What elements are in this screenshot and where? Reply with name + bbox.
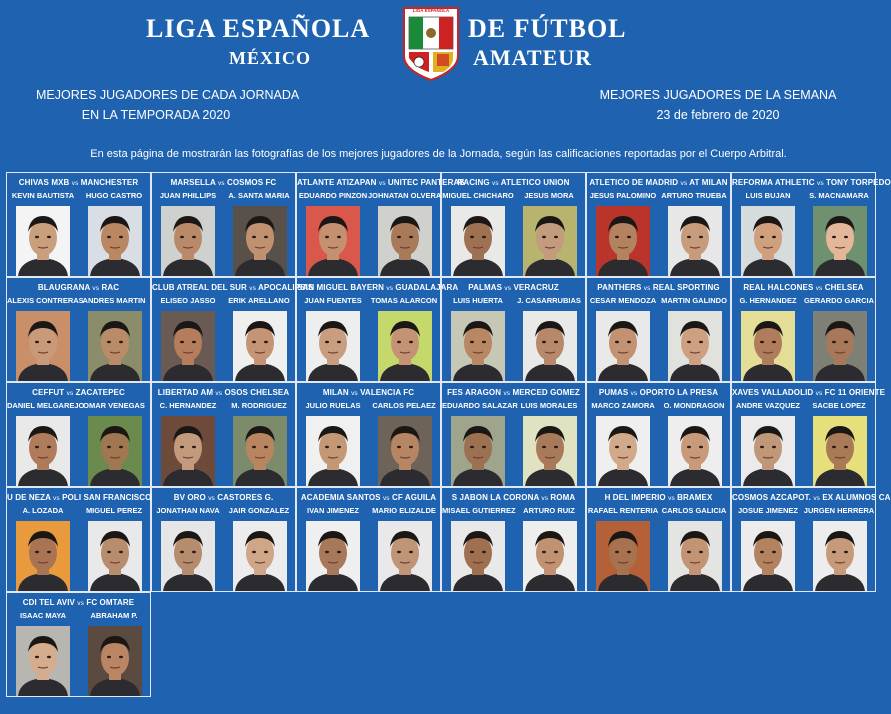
home-team: REFORMA ATHLETIC xyxy=(732,178,815,187)
player-photo xyxy=(88,311,142,381)
match-cell xyxy=(296,487,441,592)
away-team: MANCHESTER xyxy=(80,178,139,187)
vs-label: vs xyxy=(816,180,824,187)
away-team: VALENCIA FC xyxy=(360,388,415,397)
player-photo xyxy=(741,311,795,381)
match-title xyxy=(152,283,314,292)
away-team: AT MILAN xyxy=(689,178,728,187)
players-grid xyxy=(6,172,891,697)
player-name: LUIS HUERTA xyxy=(453,296,503,305)
player-photo xyxy=(161,521,215,591)
match-title xyxy=(442,388,585,397)
home-team: S JABON LA CORONA xyxy=(451,493,540,502)
match-title xyxy=(442,283,585,292)
match-title xyxy=(587,493,730,502)
player-photo xyxy=(16,206,70,276)
away-team: CASTORES G. xyxy=(217,493,274,502)
vs-label: vs xyxy=(92,285,100,292)
player-photo xyxy=(451,416,505,486)
match-title xyxy=(152,178,295,187)
player-photo xyxy=(88,626,142,696)
match-cell xyxy=(731,487,891,592)
match-cell xyxy=(731,382,886,487)
player-name: A. LOZADA xyxy=(22,506,64,515)
player-photo xyxy=(16,521,70,591)
player-photo xyxy=(596,206,650,276)
vs-label: vs xyxy=(215,390,223,397)
match-title xyxy=(297,283,459,292)
vs-label: vs xyxy=(351,390,358,397)
home-team: BV ORO xyxy=(173,493,206,502)
match-title xyxy=(152,388,295,397)
away-team: BRAMEX xyxy=(677,493,713,502)
player-name: JOSUE JIMENEZ xyxy=(737,506,798,515)
away-team: OPORTO LA PRESA xyxy=(639,388,719,397)
away-team: OSOS CHELSEA xyxy=(224,388,290,397)
player-photo xyxy=(596,521,650,591)
match-title xyxy=(297,388,440,397)
home-team: REAL HALCONES xyxy=(743,283,814,292)
league-crest-logo xyxy=(402,6,460,82)
match-cell xyxy=(586,382,731,487)
player-photo xyxy=(88,521,142,591)
player-photo xyxy=(451,311,505,381)
player-name: M. RODRIGUEZ xyxy=(231,401,287,410)
match-cell xyxy=(6,592,151,697)
home-team: H DEL IMPERIO xyxy=(604,493,666,502)
match-cell xyxy=(586,277,731,382)
player-name: ANDRE VAZQUEZ xyxy=(735,401,801,410)
away-team: TONY TORPEDO xyxy=(826,178,891,187)
player-photo xyxy=(16,626,70,696)
subtitle-left: MÉXICO xyxy=(229,48,311,68)
player-name: GERARDO GARCIA xyxy=(803,296,874,305)
player-name: JUAN PHILLIPS xyxy=(159,191,217,200)
section-left-line2: EN LA TEMPORADA 2020 xyxy=(81,108,231,122)
player-name: SACBE LOPEZ xyxy=(812,401,866,410)
player-name: JESUS MORA xyxy=(524,191,574,200)
away-team: FC OMTARE xyxy=(86,598,135,607)
player-photo xyxy=(378,416,432,486)
player-name: CARLOS GALICIA xyxy=(661,506,727,515)
match-cell xyxy=(151,172,296,277)
home-team: PANTHERS xyxy=(597,283,642,292)
vs-label: vs xyxy=(668,495,675,502)
vs-label: vs xyxy=(680,180,688,187)
home-team: CDI TEL AVIV xyxy=(22,598,75,607)
away-team: FC 11 ORIENTE xyxy=(824,388,886,397)
match-title xyxy=(7,283,150,292)
vs-label: vs xyxy=(541,495,549,502)
player-photo xyxy=(523,416,577,486)
player-name: ARTURO TRUEBA xyxy=(661,191,727,200)
player-name: JURGEN HERRERA xyxy=(803,506,875,515)
player-photo xyxy=(378,521,432,591)
vs-label: vs xyxy=(504,285,512,292)
player-name: ERIK ARELLANO xyxy=(228,296,290,305)
match-title xyxy=(297,178,465,187)
player-photo xyxy=(668,521,722,591)
player-photo xyxy=(596,416,650,486)
player-photo xyxy=(233,521,287,591)
player-name: MIGUEL CHICHARO xyxy=(442,191,514,200)
home-team: PUMAS xyxy=(598,388,629,397)
player-name: LUIS BUJAN xyxy=(745,191,791,200)
player-photo xyxy=(161,311,215,381)
match-cell xyxy=(151,382,296,487)
match-cell xyxy=(441,277,586,382)
player-photo xyxy=(233,311,287,381)
player-photo xyxy=(233,416,287,486)
player-photo xyxy=(668,206,722,276)
match-title xyxy=(587,178,730,187)
section-right-line2: 23 de febrero de 2020 xyxy=(656,108,780,122)
intro-text: En esta página de mostrarán las fotografías de los mejores jugadores de la Jornada, según las calificaciones reportadas por el Cuerpo Arbitral. xyxy=(90,148,787,160)
player-name: TOMAS ALARCON xyxy=(370,296,438,305)
player-photo xyxy=(523,521,577,591)
player-name: JESUS PALOMINO xyxy=(589,191,657,200)
player-name: CARLOS PELAEZ xyxy=(372,401,436,410)
player-photo xyxy=(88,206,142,276)
player-name: JULIO RUELAS xyxy=(305,401,361,410)
player-name: S. MACNAMARA xyxy=(809,191,869,200)
vs-label: vs xyxy=(378,180,386,187)
vs-label: vs xyxy=(386,285,394,292)
player-name: JONATHAN NAVA xyxy=(156,506,220,515)
vs-label: vs xyxy=(813,495,821,502)
player-name: ELISEO JASSO xyxy=(160,296,216,305)
match-title xyxy=(152,493,295,502)
home-team: PALMAS xyxy=(468,283,503,292)
match-title xyxy=(732,388,886,397)
player-photo xyxy=(306,311,360,381)
player-photo xyxy=(596,311,650,381)
player-name: JAIR GONZALEZ xyxy=(228,506,290,515)
player-photo xyxy=(233,206,287,276)
player-name: MARCO ZAMORA xyxy=(591,401,655,410)
away-team: ATLETICO UNION xyxy=(500,178,570,187)
vs-label: vs xyxy=(77,600,84,607)
match-cell xyxy=(586,172,731,277)
player-name: MIGUEL PEREZ xyxy=(85,506,143,515)
match-cell xyxy=(6,382,151,487)
match-title xyxy=(442,493,585,502)
player-name: RAFAEL RENTERIA xyxy=(587,506,659,515)
match-title xyxy=(297,493,440,502)
player-name: EDUARDO PINZON xyxy=(298,191,368,200)
away-team: COSMOS FC xyxy=(226,178,277,187)
player-name: MARTIN GALINDO xyxy=(661,296,727,305)
match-title xyxy=(7,388,150,397)
player-name: CESAR MENDOZA xyxy=(589,296,657,305)
match-cell xyxy=(441,487,586,592)
match-cell xyxy=(151,487,296,592)
vs-label: vs xyxy=(208,495,215,502)
player-photo xyxy=(16,416,70,486)
away-team: POLI SAN FRANCISCO xyxy=(62,493,152,502)
match-cell xyxy=(296,172,465,277)
match-title xyxy=(7,493,150,502)
away-team: ZACATEPEC xyxy=(75,388,125,397)
match-title xyxy=(732,283,875,292)
player-name: OMAR VENEGAS xyxy=(83,401,145,410)
match-title xyxy=(587,283,730,292)
match-title xyxy=(732,178,891,187)
player-photo xyxy=(813,521,867,591)
home-team: MARSELLA xyxy=(170,178,216,187)
player-name: KEVIN BAUTISTA xyxy=(11,191,75,200)
vs-label: vs xyxy=(815,390,823,397)
player-photo xyxy=(741,416,795,486)
player-photo xyxy=(523,311,577,381)
home-team: BLAUGRANA xyxy=(37,283,91,292)
away-team: RAC xyxy=(101,283,120,292)
home-team: CEFFUT xyxy=(32,388,65,397)
player-name: HUGO CASTRO xyxy=(85,191,143,200)
home-team: MILAN xyxy=(322,388,349,397)
title-right: DE FÚTBOL xyxy=(468,14,627,43)
player-photo xyxy=(451,521,505,591)
section-left-line1: MEJORES JUGADORES DE CADA JORNADA xyxy=(36,88,300,102)
away-team: MERCED GOMEZ xyxy=(512,388,580,397)
player-name: IVAN JIMENEZ xyxy=(307,506,359,515)
home-team: ATLANTE ATIZAPAN xyxy=(297,178,377,187)
player-name: C. HERNANDEZ xyxy=(159,401,217,410)
vs-label: vs xyxy=(217,180,225,187)
away-team: CF AGUILA xyxy=(391,493,437,502)
player-photo xyxy=(161,206,215,276)
player-photo xyxy=(88,416,142,486)
player-name: ANDRES MARTIN xyxy=(82,296,146,305)
home-team: XAVES VALLADOLID xyxy=(732,388,814,397)
player-photo xyxy=(741,521,795,591)
player-name: LUIS MORALES xyxy=(520,401,578,410)
player-photo xyxy=(306,206,360,276)
match-cell xyxy=(6,172,151,277)
player-photo xyxy=(378,311,432,381)
player-name: DANIEL MELGAREJO xyxy=(7,401,85,410)
player-photo xyxy=(668,311,722,381)
player-name: ISAAC MAYA xyxy=(19,611,67,620)
match-title xyxy=(442,178,585,187)
home-team: CHIVAS MXB xyxy=(18,178,70,187)
match-cell xyxy=(731,277,876,382)
home-team: ATLETICO DE MADRID xyxy=(589,178,679,187)
player-name: JOHNATAN OLVERA xyxy=(368,191,442,200)
player-name: O. MONDRAGON xyxy=(663,401,725,410)
player-name: ARTURO RUIZ xyxy=(523,506,575,515)
player-photo xyxy=(741,206,795,276)
subtitle-right: AMATEUR xyxy=(473,45,593,70)
match-title xyxy=(732,493,891,502)
player-photo xyxy=(813,311,867,381)
away-team: REAL SPORTING xyxy=(652,283,720,292)
home-team: CLUB ATREAL DEL SUR xyxy=(152,283,247,292)
player-name: EDUARDO SALAZAR xyxy=(442,401,518,410)
away-team: ROMA xyxy=(550,493,576,502)
away-team: EX ALUMNOS CA xyxy=(822,493,891,502)
vs-label: vs xyxy=(66,390,74,397)
vs-label: vs xyxy=(382,495,390,502)
vs-label: vs xyxy=(643,285,651,292)
match-title xyxy=(587,388,730,397)
away-team: CHELSEA xyxy=(824,283,864,292)
match-cell xyxy=(441,382,586,487)
player-name: MARIO ELIZALDE xyxy=(372,506,436,515)
player-photo xyxy=(161,416,215,486)
away-team: GUADALAJARA xyxy=(395,283,459,292)
home-team: COSMOS AZCAPOT. xyxy=(732,493,811,502)
match-cell xyxy=(296,277,459,382)
logo-text: LIGA ESPAÑOLA xyxy=(412,8,450,13)
away-team: VERACRUZ xyxy=(513,283,559,292)
player-photo xyxy=(668,416,722,486)
match-cell xyxy=(296,382,441,487)
match-title xyxy=(7,178,150,187)
player-name: A. SANTA MARIA xyxy=(228,191,290,200)
vs-label: vs xyxy=(503,390,511,397)
home-team: ACADEMIA SANTOS xyxy=(300,493,381,502)
player-photo xyxy=(813,206,867,276)
player-photo xyxy=(523,206,577,276)
player-name: G. HERNANDEZ xyxy=(739,296,797,305)
vs-label: vs xyxy=(71,180,79,187)
match-title xyxy=(7,598,150,607)
match-cell xyxy=(441,172,586,277)
player-photo xyxy=(451,206,505,276)
player-name: ABRAHAM P. xyxy=(90,611,138,620)
vs-label: vs xyxy=(630,390,638,397)
match-cell xyxy=(151,277,314,382)
player-photo xyxy=(306,521,360,591)
match-cell xyxy=(731,172,891,277)
away-team: APOCALIPSIS xyxy=(258,283,314,292)
home-team: RACING xyxy=(457,178,490,187)
player-name: JUAN FUENTES xyxy=(304,296,362,305)
away-team: UNITEC PANTERAS xyxy=(387,178,465,187)
player-photo xyxy=(378,206,432,276)
player-photo xyxy=(813,416,867,486)
player-name: MISAEL GUTIERREZ xyxy=(442,506,516,515)
vs-label: vs xyxy=(815,285,823,292)
player-photo xyxy=(306,416,360,486)
player-name: ALEXIS CONTRERAS xyxy=(7,296,84,305)
section-right-line1: MEJORES JUGADORES DE LA SEMANA xyxy=(599,88,837,102)
home-team: LIBERTAD AM xyxy=(157,388,214,397)
player-photo xyxy=(16,311,70,381)
title-left: LIGA ESPAÑOLA xyxy=(146,14,371,43)
match-cell xyxy=(6,277,151,382)
home-team: U DE NEZA xyxy=(7,493,51,502)
vs-label: vs xyxy=(53,495,60,502)
match-cell xyxy=(6,487,151,592)
match-cell xyxy=(586,487,731,592)
home-team: FES ARAGON xyxy=(447,388,502,397)
vs-label: vs xyxy=(491,180,499,187)
home-team: SAN MIGUEL BAYERN xyxy=(297,283,385,292)
player-name: J. CASARRUBIAS xyxy=(517,296,581,305)
vs-label: vs xyxy=(249,285,256,292)
